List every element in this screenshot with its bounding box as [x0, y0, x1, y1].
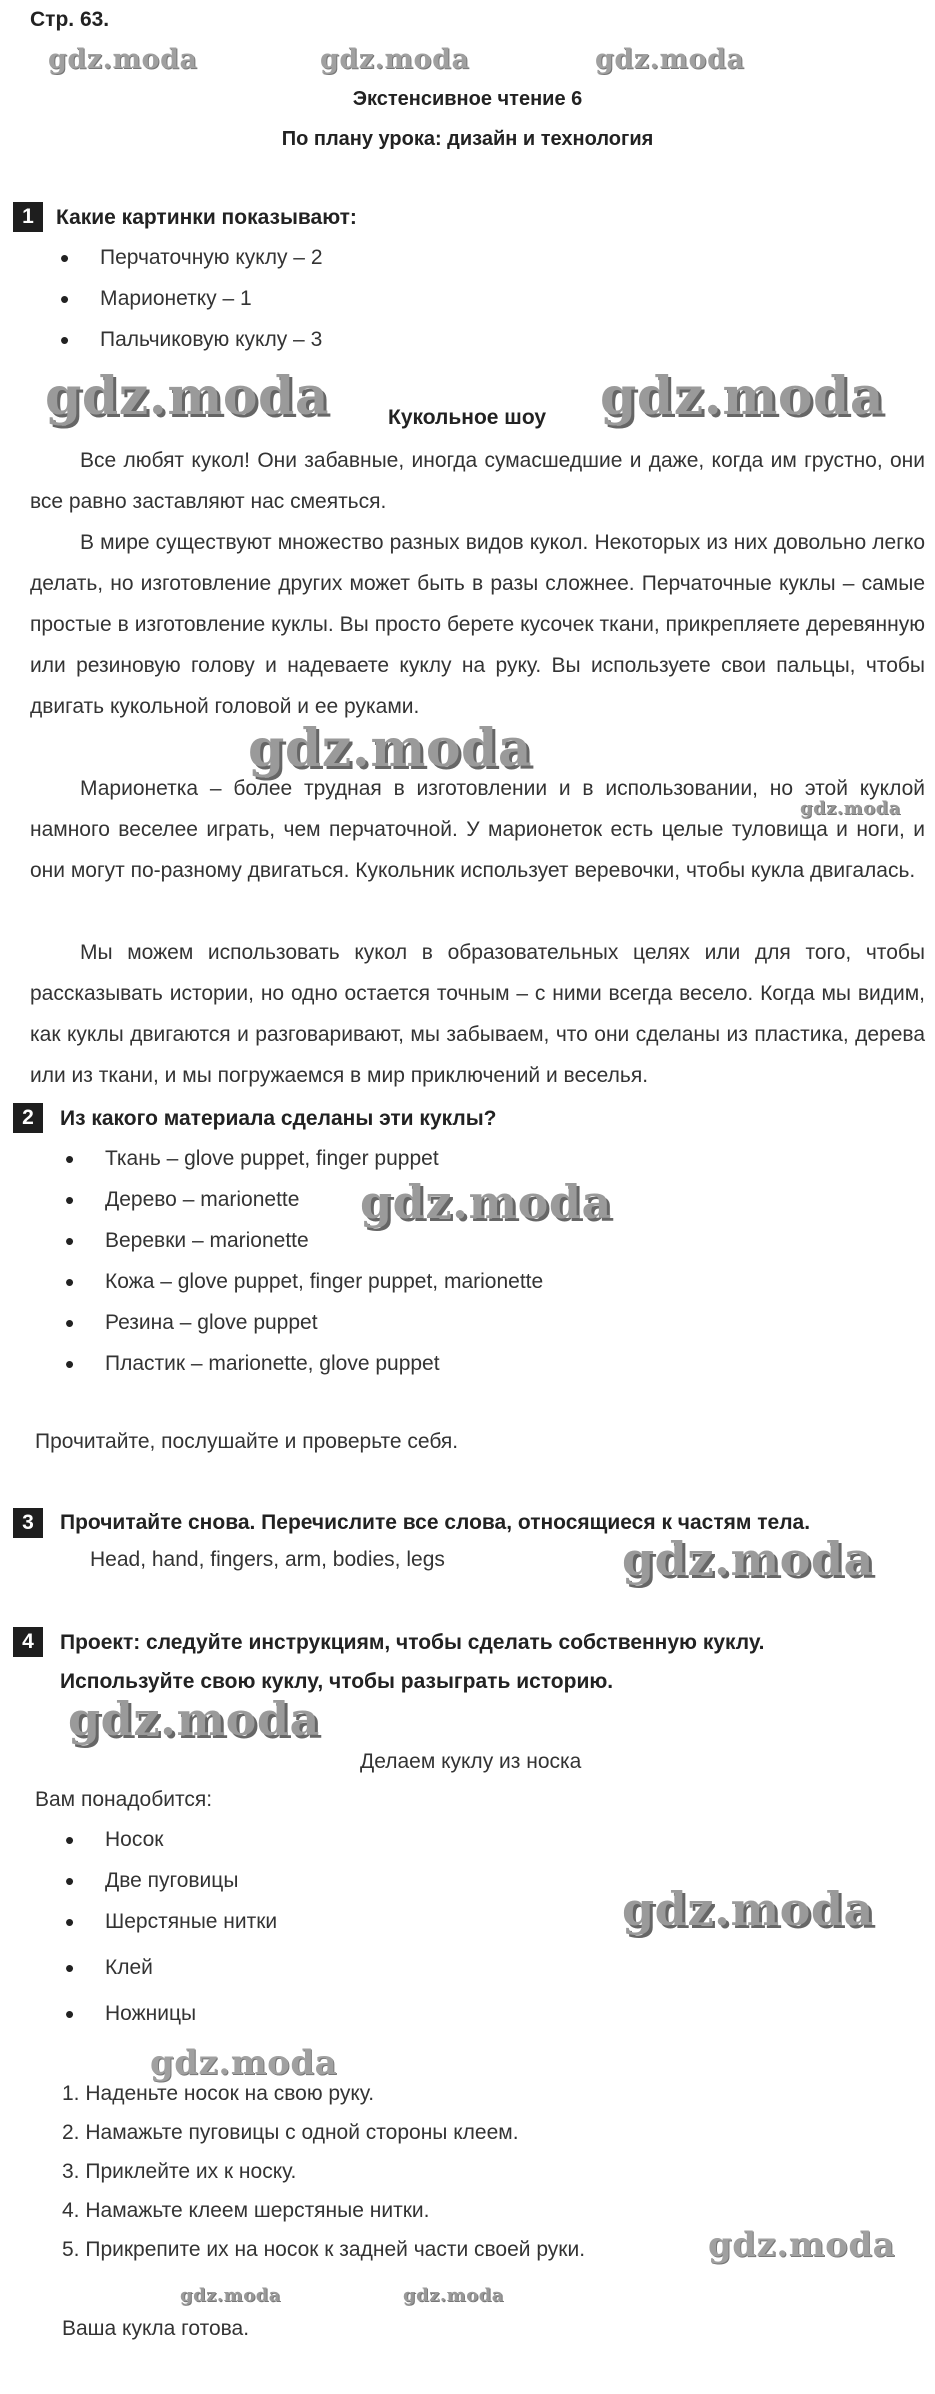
story-paragraph: Все любят кукол! Они забавные, иногда сумасшедшие и даже, когда им грустно, они все равно заставляют нас смеяться. [30, 449, 925, 513]
watermark: gdz.moda [595, 44, 745, 75]
watermark: gdz.moda [48, 44, 198, 75]
watermark: gdz.moda [708, 2225, 896, 2265]
answer-text: Head, hand, fingers, arm, bodies, legs [90, 1548, 445, 1571]
watermark: gdz.moda [320, 44, 470, 75]
picture-list [60, 246, 323, 369]
section-subtitle: По плану урока: дизайн и технология [281, 128, 654, 150]
task-title: Какие картинки показывают: [56, 206, 357, 229]
list-item: • Две пуговицы [65, 1869, 277, 1910]
list-item: • Ножницы [65, 2002, 277, 2043]
list-item: • Клей [65, 1956, 277, 2002]
story-paragraph: Марионетка – более трудная в изготовлении и в использовании, но этой куклой намного веселее играть, чем перчаточной. У марионеток есть целые туловища и ноги, и они могут по-разному двигаться. Кукольник использует веревочки, чтобы кукла двигалась. [30, 777, 925, 882]
watermark: gdz.moda [600, 366, 885, 427]
watermark: gdz.moda [360, 1175, 612, 1229]
section-title: Экстенсивное чтение 6 [352, 88, 583, 110]
list-item: • Веревки – marionette [65, 1229, 543, 1270]
list-item: 1. Наденьте носок на свою руку. [62, 2082, 375, 2105]
watermark: gdz.moda [68, 1692, 320, 1746]
list-item: • Ткань – glove puppet, finger puppet [65, 1147, 543, 1188]
task-number-badge: 2 [13, 1103, 43, 1133]
materials-list [65, 1828, 277, 2043]
list-item: 5. Прикрепите их на носок к задней части своей руки. [62, 2238, 586, 2261]
materials-label: Вам понадобится: [35, 1788, 213, 1811]
list-item: • Резина – glove puppet [65, 1311, 543, 1352]
task-number-badge: 4 [13, 1627, 43, 1657]
watermark: gdz.moda [622, 1882, 874, 1936]
list-item: 4. Намажьте клеем шерстяные нитки. [62, 2199, 430, 2222]
story-paragraph: В мире существуют множество разных видов кукол. Некоторых из них довольно легко делать, но изготовление других может быть в разы сложнее. Перчаточные куклы – самые простые в изготовление куклы. Вы просто берете кусочек ткани, прикрепляете деревянную или резиновую голову и надеваете куклу на руку. Вы используете свои пальцы, чтобы двигать кукольной головой и ее руками. [30, 531, 925, 718]
project-subtitle: Делаем куклу из носка [360, 1750, 582, 1773]
list-item: • Марионетку – 1 [60, 287, 323, 328]
story-paragraph: Мы можем использовать кукол в образовательных целях или для того, чтобы рассказывать истории, но одно остается точным – с ними всегда весело. Когда мы видим, как куклы двигаются и разговаривают, мы забываем, что они сделаны из пластика, дерева или из ткани, и мы погружаемся в мир приключений и веселья. [30, 941, 925, 1087]
list-item: • Кожа – glove puppet, finger puppet, marionette [65, 1270, 543, 1311]
watermark: gdz.moda [248, 718, 533, 779]
instruction-note: Прочитайте, послушайте и проверьте себя. [35, 1430, 459, 1453]
watermark: gdz.moda [45, 366, 330, 427]
list-item: • Дерево – marionette [65, 1188, 543, 1229]
watermark: gdz.moda [622, 1532, 874, 1586]
story-title: Кукольное шоу [388, 406, 547, 429]
task-title: Из какого материала сделаны эти куклы? [60, 1107, 497, 1130]
list-item: 2. Намажьте пуговицы с одной стороны клеем. [62, 2121, 519, 2144]
steps-list [62, 2082, 585, 2277]
final-note: Ваша кукла готова. [62, 2317, 250, 2340]
list-item: • Шерстяные нитки [65, 1910, 277, 1956]
material-list [65, 1147, 543, 1393]
task-number-badge: 3 [13, 1508, 43, 1538]
page-reference: Стр. 63. [30, 8, 110, 31]
task-title-line2: Используйте свою куклу, чтобы разыграть историю. [60, 1670, 614, 1693]
watermark: gdz.moda [800, 798, 901, 819]
task-title: Проект: следуйте инструкциям, чтобы сделать собственную куклу. [60, 1631, 765, 1654]
list-item: • Перчаточную куклу – 2 [60, 246, 323, 287]
list-item: 3. Приклейте их к носку. [62, 2160, 297, 2183]
task-number-badge: 1 [13, 202, 43, 232]
watermark: gdz.moda [180, 2285, 281, 2306]
task-title: Прочитайте снова. Перечислите все слова, относящиеся к частям тела. [60, 1511, 811, 1534]
watermark: gdz.moda [150, 2043, 338, 2083]
watermark: gdz.moda [403, 2285, 504, 2306]
list-item: • Пластик – marionette, glove puppet [65, 1352, 543, 1393]
list-item: • Носок [65, 1828, 277, 1869]
list-item: • Пальчиковую куклу – 3 [60, 328, 323, 369]
